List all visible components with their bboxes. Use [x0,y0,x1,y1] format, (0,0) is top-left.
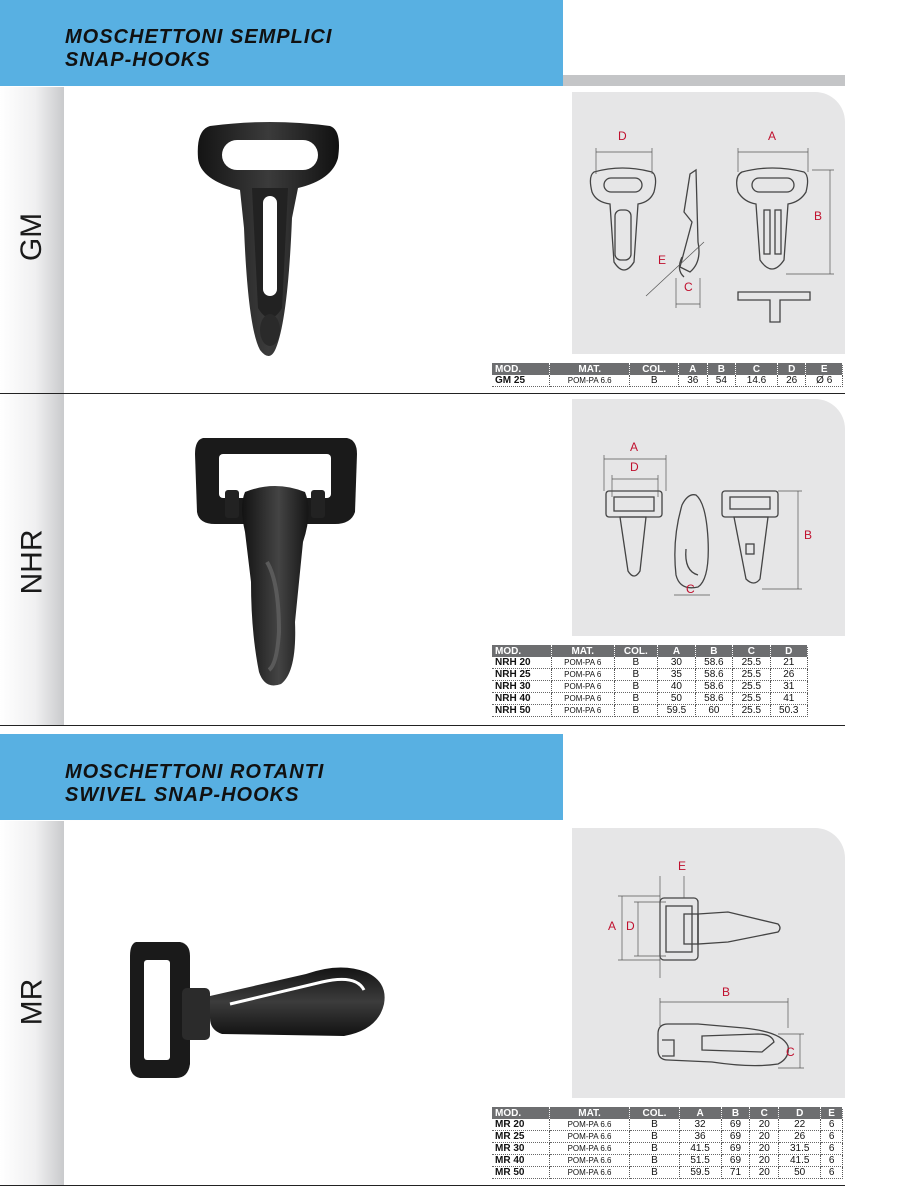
column-header: COL. [630,363,679,375]
column-header: A [679,363,708,375]
table-cell: B [630,375,679,387]
table-row [492,1131,843,1143]
table-cell: 58.6 [695,681,732,693]
divider [0,725,845,726]
column-header: E [806,363,843,375]
product-label-mr: MR [15,978,48,1026]
table-cell: 20 [750,1155,779,1167]
table-cell: NRH 20 [492,657,552,669]
table-cell: 69 [721,1155,750,1167]
divider [0,393,845,394]
table-cell: B [614,681,658,693]
table-cell: 25.5 [733,705,770,717]
table-cell: POM-PA 6 [552,681,615,693]
column-header: A [658,645,695,657]
table-cell: 25.5 [733,681,770,693]
mr-dim-e: E [678,859,687,873]
table-cell: 26 [770,669,807,681]
table-cell: 31.5 [779,1143,821,1155]
gm-spec-table [492,363,843,387]
table-cell: 58.6 [695,657,732,669]
table-cell: 6 [821,1155,843,1167]
mr-dim-b: B [722,985,731,999]
table-cell: B [630,1143,679,1155]
table-cell: 60 [695,705,732,717]
table-cell: 51.5 [679,1155,721,1167]
column-header: D [777,363,806,375]
table-cell: 32 [679,1119,721,1131]
table-cell: 58.6 [695,669,732,681]
table-cell: 22 [779,1119,821,1131]
table-cell: 6 [821,1167,843,1179]
table-cell: 41 [770,693,807,705]
table-cell: 41.5 [779,1155,821,1167]
table-cell: 20 [750,1131,779,1143]
table-cell: 26 [779,1131,821,1143]
table-cell: B [630,1119,679,1131]
column-header: B [707,363,736,375]
table-cell: POM-PA 6.6 [549,1143,630,1155]
table-cell: 59.5 [658,705,695,717]
mr-dim-c: C [786,1045,795,1059]
product-label-gm: GM [14,212,48,262]
table-cell: 14.6 [736,375,778,387]
gm-dim-a: A [768,129,777,143]
table-cell: POM-PA 6 [552,657,615,669]
mr-technical-drawing [572,828,845,1098]
table-cell: B [614,705,658,717]
column-header: D [770,645,807,657]
gm-dim-c: C [684,280,693,294]
nhr-dim-c: C [686,582,695,596]
table-cell: 20 [750,1167,779,1179]
table-row [492,693,808,705]
table-cell: 54 [707,375,736,387]
mr-spec-table [492,1107,843,1179]
table-cell: 69 [721,1131,750,1143]
table-cell: MR 25 [492,1131,549,1143]
table-cell: 59.5 [679,1167,721,1179]
table-row [492,1167,843,1179]
table-cell: POM-PA 6.6 [550,375,630,387]
table-cell: POM-PA 6.6 [549,1119,630,1131]
nhr-dim-b: B [804,528,813,542]
column-header: MOD. [492,1107,549,1119]
table-row [492,1119,843,1131]
table-row [492,1143,843,1155]
nhr-product-photo [185,432,365,694]
section-title-it: MOSCHETTONI ROTANTI [65,761,325,783]
column-header: MAT. [552,645,615,657]
table-cell: 69 [721,1143,750,1155]
table-cell: 50 [658,693,695,705]
table-cell: B [614,693,658,705]
table-cell: POM-PA 6 [552,669,615,681]
table-cell: 36 [679,1131,721,1143]
table-cell: MR 30 [492,1143,549,1155]
section-title-it: MOSCHETTONI SEMPLICI [65,26,333,48]
table-cell: 25.5 [733,669,770,681]
table-cell: MR 20 [492,1119,549,1131]
table-cell: 26 [777,375,806,387]
column-header: MOD. [492,363,550,375]
section-title-en: SNAP-HOOKS [65,49,211,71]
column-header: COL. [614,645,658,657]
gm-dim-b: B [814,209,823,223]
column-header: B [721,1107,750,1119]
header-rule [563,75,845,86]
table-cell: 6 [821,1131,843,1143]
column-header: MAT. [550,363,630,375]
table-cell: NRH 30 [492,681,552,693]
table-cell: POM-PA 6 [552,693,615,705]
nhr-spec-table [492,645,808,717]
table-cell: 41.5 [679,1143,721,1155]
nhr-dim-d: D [630,460,639,474]
table-cell: 20 [750,1143,779,1155]
column-header: D [779,1107,821,1119]
table-cell: NRH 40 [492,693,552,705]
table-header-row [492,645,808,657]
table-row [492,1155,843,1167]
column-header: MOD. [492,645,552,657]
table-row [492,375,843,387]
table-cell: 20 [750,1119,779,1131]
table-cell: B [614,669,658,681]
column-header: MAT. [549,1107,630,1119]
mr-dim-d: D [626,919,635,933]
table-cell: 71 [721,1167,750,1179]
table-header-row [492,363,843,375]
column-header: C [733,645,770,657]
section-title-en: SWIVEL SNAP-HOOKS [65,784,300,806]
table-cell: NRH 50 [492,705,552,717]
table-cell: 6 [821,1119,843,1131]
table-cell: 69 [721,1119,750,1131]
table-cell: 50 [779,1167,821,1179]
table-cell: 40 [658,681,695,693]
table-cell: 36 [679,375,708,387]
table-cell: POM-PA 6.6 [549,1167,630,1179]
table-cell: POM-PA 6.6 [549,1131,630,1143]
table-cell: 30 [658,657,695,669]
table-cell: B [630,1155,679,1167]
table-cell: B [614,657,658,669]
column-header: E [821,1107,843,1119]
table-cell: 50.3 [770,705,807,717]
divider [0,1185,845,1186]
table-cell: 25.5 [733,657,770,669]
table-row [492,657,808,669]
column-header: C [750,1107,779,1119]
table-cell: B [630,1131,679,1143]
table-cell: 6 [821,1143,843,1155]
table-row [492,681,808,693]
gm-technical-drawing [572,92,845,354]
mr-dim-a: A [608,919,617,933]
section-banner-snap-hooks [0,0,563,86]
table-cell: 35 [658,669,695,681]
gm-dim-d: D [618,129,627,143]
table-cell: MR 50 [492,1167,549,1179]
table-cell: 25.5 [733,693,770,705]
table-cell: 21 [770,657,807,669]
table-cell: B [630,1167,679,1179]
section-banner-swivel-snap-hooks [0,734,563,820]
gm-product-photo [180,118,360,368]
table-cell: 58.6 [695,693,732,705]
mr-product-photo [126,938,396,1082]
table-cell: MR 40 [492,1155,549,1167]
column-header: COL. [630,1107,679,1119]
column-header: C [736,363,778,375]
product-label-nhr: NHR [15,529,49,595]
table-cell: 31 [770,681,807,693]
gm-dim-e: E [658,253,667,267]
column-header: B [695,645,732,657]
table-cell: POM-PA 6 [552,705,615,717]
table-row [492,669,808,681]
table-row [492,705,808,717]
column-header: A [679,1107,721,1119]
nhr-technical-drawing [572,399,845,636]
table-cell: GM 25 [492,375,550,387]
nhr-dim-a: A [630,440,639,454]
table-cell: Ø 6 [806,375,843,387]
table-header-row [492,1107,843,1119]
table-cell: POM-PA 6.6 [549,1155,630,1167]
table-cell: NRH 25 [492,669,552,681]
